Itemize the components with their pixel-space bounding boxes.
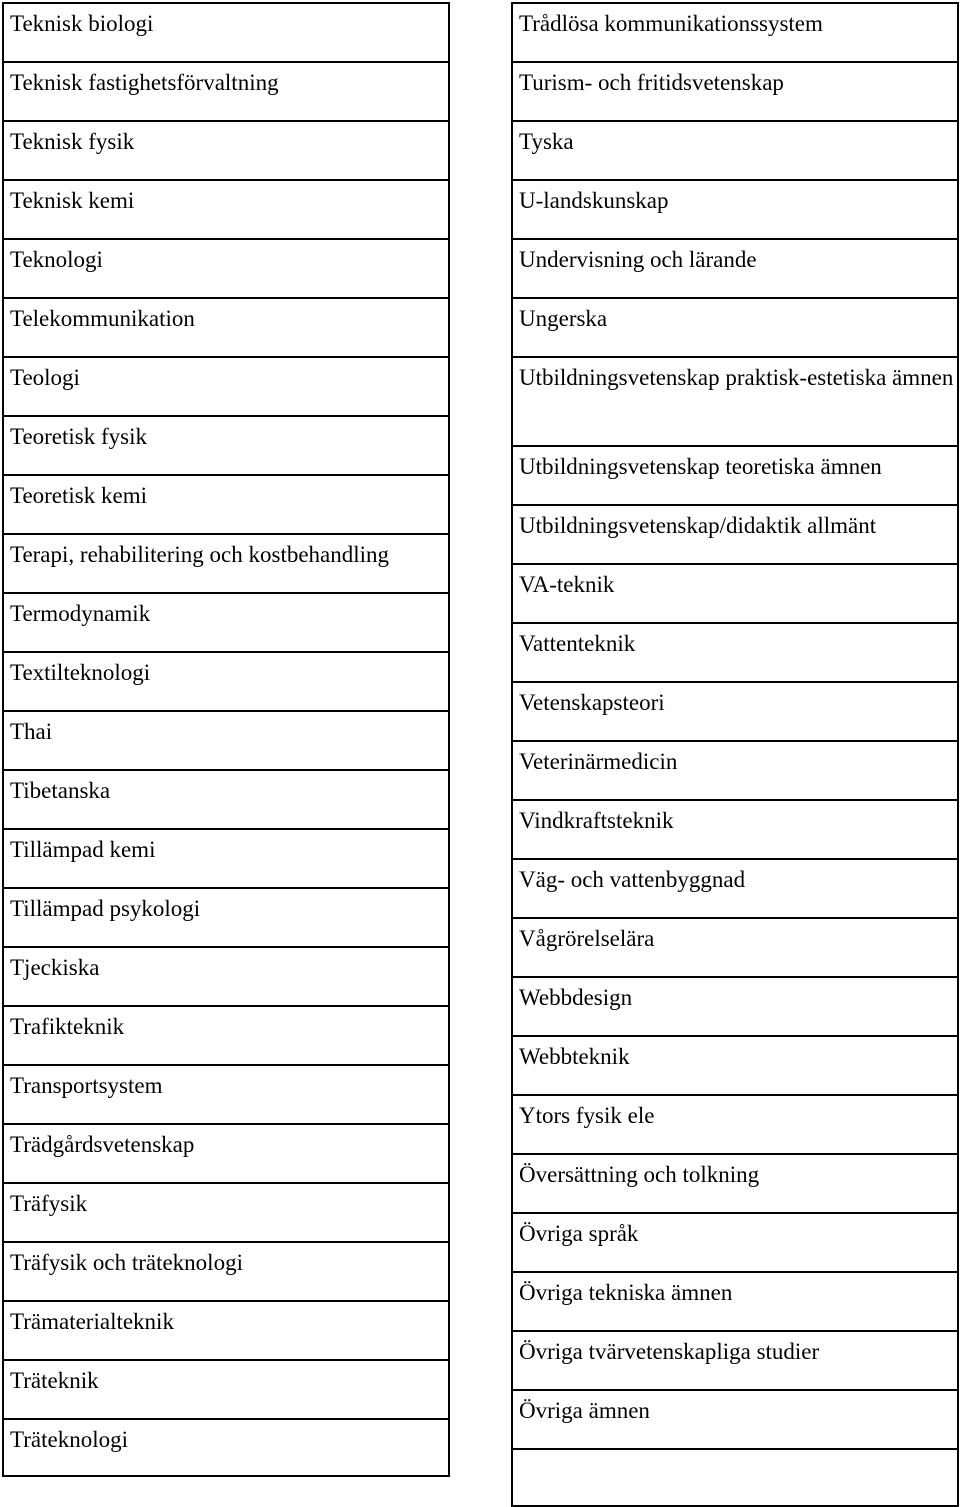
- subject-list-right: [511, 2, 959, 1507]
- list-item: Övriga tekniska ämnen: [513, 1271, 957, 1330]
- list-item: Undervisning och lärande: [513, 238, 957, 297]
- list-item: Termodynamik: [4, 592, 448, 651]
- list-item: Ungerska: [513, 297, 957, 356]
- list-item: Tjeckiska: [4, 946, 448, 1005]
- list-item: Textilteknologi: [4, 651, 448, 710]
- list-item: Utbildningsvetenskap teoretiska ämnen: [513, 445, 957, 504]
- list-item: Transportsystem: [4, 1064, 448, 1123]
- list-item: Träfysik och träteknologi: [4, 1241, 448, 1300]
- list-item: Telekommunikation: [4, 297, 448, 356]
- list-item: Träteknik: [4, 1359, 448, 1418]
- list-item: Thai: [4, 710, 448, 769]
- list-item: Teknisk kemi: [4, 179, 448, 238]
- subject-list-left: [2, 2, 450, 1477]
- list-item: Vetenskapsteori: [513, 681, 957, 740]
- list-item: Teknologi: [4, 238, 448, 297]
- list-item: Träteknologi: [4, 1418, 448, 1477]
- list-item: Översättning och tolkning: [513, 1153, 957, 1212]
- list-item: Övriga ämnen: [513, 1389, 957, 1448]
- list-item: Utbildningsvetenskap/didaktik allmänt: [513, 504, 957, 563]
- list-item: Tillämpad kemi: [4, 828, 448, 887]
- list-item: Teoretisk kemi: [4, 474, 448, 533]
- list-item: Webbdesign: [513, 976, 957, 1035]
- list-item: Trafikteknik: [4, 1005, 448, 1064]
- list-item: Tyska: [513, 120, 957, 179]
- list-item: Tibetanska: [4, 769, 448, 828]
- list-item: Utbildningsvetenskap praktisk-estetiska ämnen: [513, 356, 957, 445]
- list-item: Vågrörelselära: [513, 917, 957, 976]
- list-item: Trädgårdsvetenskap: [4, 1123, 448, 1182]
- list-item: Väg- och vattenbyggnad: [513, 858, 957, 917]
- list-item-empty: [513, 1448, 957, 1507]
- list-item: Teknisk fysik: [4, 120, 448, 179]
- list-item: Turism- och fritidsvetenskap: [513, 61, 957, 120]
- list-item: Ytors fysik ele: [513, 1094, 957, 1153]
- list-item: Vattenteknik: [513, 622, 957, 681]
- list-item: Trådlösa kommunikationssystem: [513, 2, 957, 61]
- list-item: Veterinärmedicin: [513, 740, 957, 799]
- list-item: Övriga språk: [513, 1212, 957, 1271]
- list-item: Teologi: [4, 356, 448, 415]
- list-item: Övriga tvärvetenskapliga studier: [513, 1330, 957, 1389]
- list-item: Teknisk fastighetsförvaltning: [4, 61, 448, 120]
- list-item: Terapi, rehabilitering och kostbehandling: [4, 533, 448, 592]
- list-item: Vindkraftsteknik: [513, 799, 957, 858]
- list-item: Teoretisk fysik: [4, 415, 448, 474]
- list-item: Träfysik: [4, 1182, 448, 1241]
- list-item: Teknisk biologi: [4, 2, 448, 61]
- list-item: VA-teknik: [513, 563, 957, 622]
- list-item: Trämaterialteknik: [4, 1300, 448, 1359]
- list-item: U-landskunskap: [513, 179, 957, 238]
- list-item: Webbteknik: [513, 1035, 957, 1094]
- list-item: Tillämpad psykologi: [4, 887, 448, 946]
